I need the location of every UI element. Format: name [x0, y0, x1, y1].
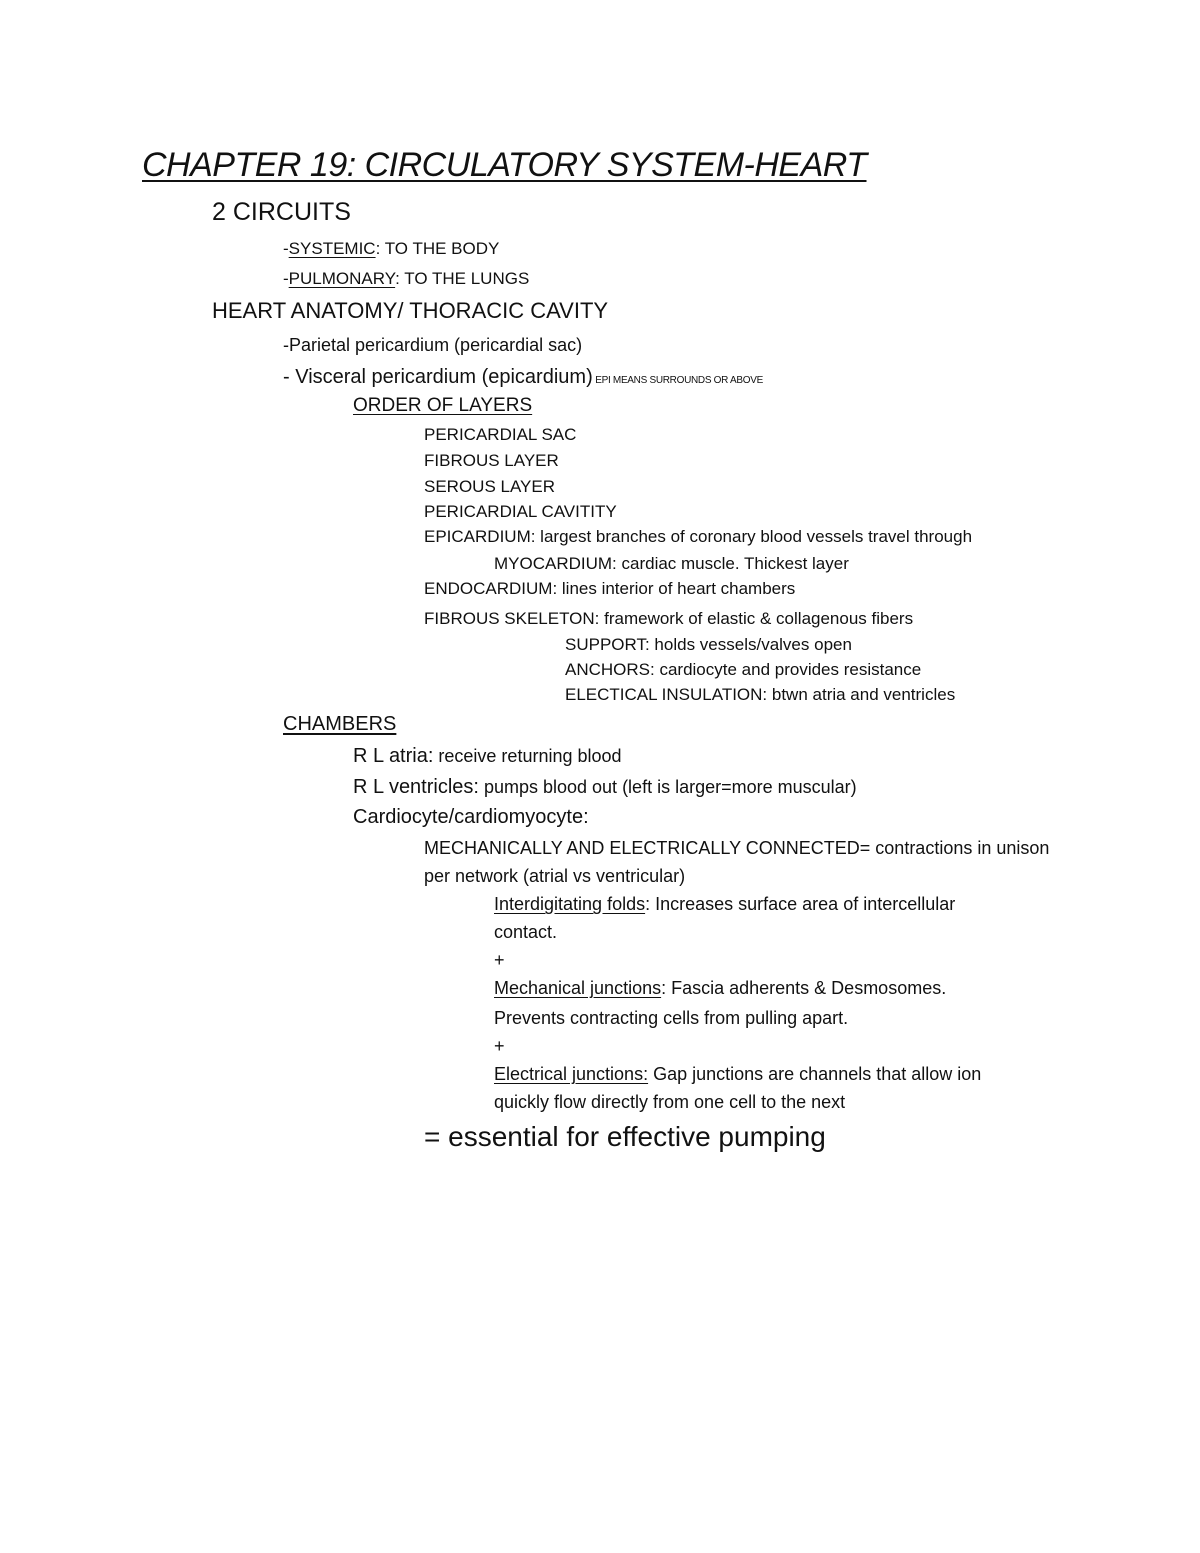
atria-text: receive returning blood [433, 746, 622, 766]
plus-sign: + [494, 950, 505, 970]
circuit-label: SYSTEMIC [288, 239, 376, 258]
layer-item: MYOCARDIUM: cardiac muscle. Thickest layer [494, 554, 849, 573]
mechanical-junctions [494, 979, 946, 997]
electrical-junctions [494, 1065, 981, 1083]
mechanical-text: : Fascia adherents & Desmosomes. [661, 978, 947, 998]
layer-item: FIBROUS LAYER [424, 451, 559, 470]
circuit-pulmonary [283, 270, 529, 287]
page-title: CHAPTER 19: CIRCULATORY SYSTEM-HEART [142, 146, 867, 184]
ventricles-label: R L ventricles: [353, 776, 479, 798]
chambers-heading: CHAMBERS [283, 713, 397, 735]
layer-item: ENDOCARDIUM: lines interior of heart chambers [424, 579, 796, 598]
layer-item: FIBROUS SKELETON: framework of elastic & collagenous fibers [424, 609, 914, 628]
ventricles-line [353, 777, 857, 797]
visceral-pericardium [283, 367, 763, 387]
mechanical-text-cont: Prevents contracting cells from pulling apart. [494, 1008, 849, 1028]
plus-sign: + [494, 1036, 505, 1056]
connection-line: MECHANICALLY AND ELECTRICALLY CONNECTED= contractions in unison [424, 838, 1050, 858]
circuit-prefix: - [283, 239, 289, 258]
anatomy-heading: HEART ANATOMY/ THORACIC CAVITY [212, 298, 609, 323]
parietal-pericardium: -Parietal pericardium (pericardial sac) [283, 335, 583, 355]
layer-item: PERICARDIAL CAVITITY [424, 502, 617, 521]
layer-item: EPICARDIUM: largest branches of coronary blood vessels travel through [424, 527, 973, 546]
ventricles-text: pumps blood out (left is larger=more muscular) [478, 777, 857, 797]
circuit-prefix: - [283, 269, 289, 288]
circuit-sep: : [375, 239, 381, 258]
visceral-text: - Visceral pericardium (epicardium) [283, 366, 593, 388]
circuits-heading: 2 CIRCUITS [212, 198, 351, 226]
electrical-text: Gap junctions are channels that allow ion [648, 1064, 982, 1084]
interdigitating-folds [494, 895, 955, 913]
interdigitating-text: : Increases surface area of intercellular [645, 894, 956, 914]
skeleton-function: ELECTICAL INSULATION: btwn atria and ventricles [565, 685, 956, 704]
connection-line: per network (atrial vs ventricular) [424, 866, 686, 886]
layer-item: PERICARDIAL SAC [424, 425, 577, 444]
conclusion: = essential for effective pumping [424, 1121, 826, 1152]
visceral-note: EPI MEANS SURROUNDS OR ABOVE [592, 375, 763, 386]
cardiocyte-heading: Cardiocyte/cardiomyocyte: [353, 806, 589, 828]
circuit-systemic [283, 240, 499, 257]
electrical-text-cont: quickly flow directly from one cell to the next [494, 1092, 846, 1112]
interdigitating-label: Interdigitating folds [494, 894, 646, 914]
circuit-text: TO THE BODY [380, 239, 500, 258]
circuit-label: PULMONARY [288, 269, 396, 288]
circuit-text: TO THE LUNGS [399, 269, 530, 288]
atria-label: R L atria: [353, 745, 434, 767]
circuit-sep: : [395, 269, 400, 288]
mechanical-label: Mechanical junctions [494, 978, 662, 998]
interdigitating-text-cont: contact. [494, 922, 558, 942]
skeleton-function: ANCHORS: cardiocyte and provides resistance [565, 660, 922, 679]
layer-item: SEROUS LAYER [424, 477, 556, 496]
order-of-layers-heading: ORDER OF LAYERS [353, 395, 533, 416]
electrical-label: Electrical junctions: [494, 1064, 649, 1084]
atria-line [353, 746, 622, 766]
skeleton-function: SUPPORT: holds vessels/valves open [565, 635, 852, 654]
